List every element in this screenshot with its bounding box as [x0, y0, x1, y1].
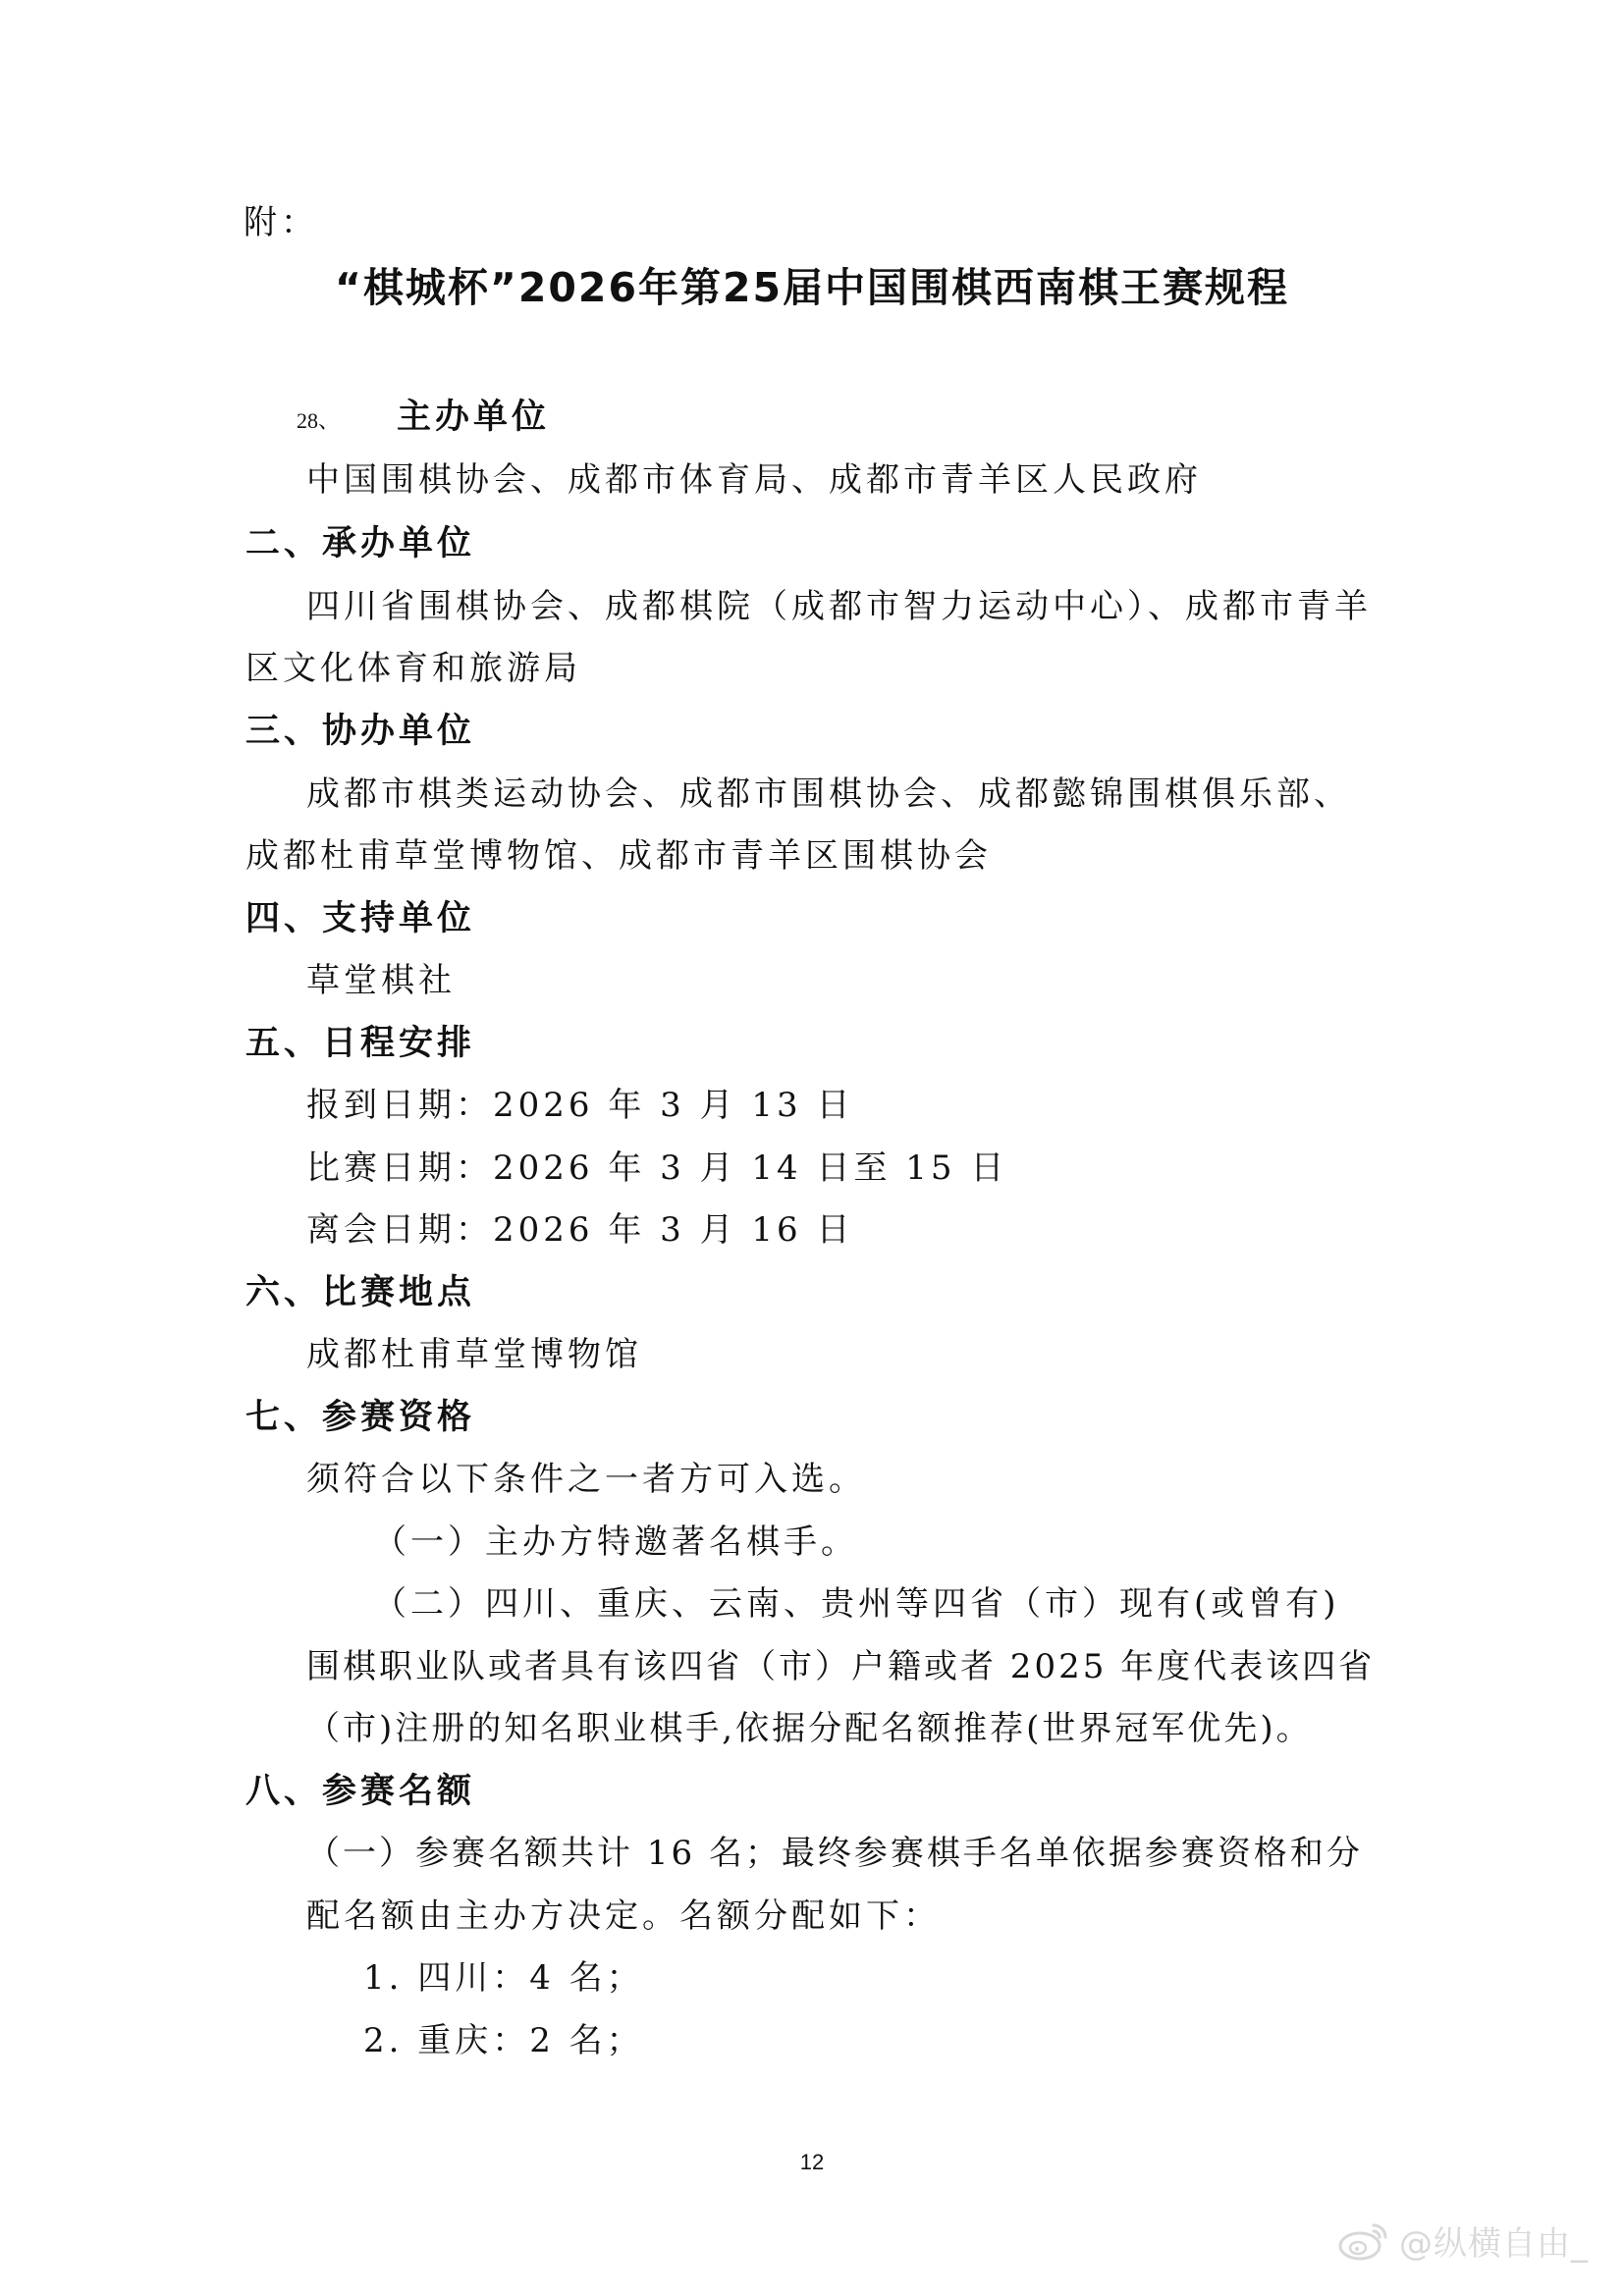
attachment-label: 附：: [244, 203, 318, 242]
section-3-line-1: 成都市棋类运动协会、成都市围棋协会、成都懿锦围棋俱乐部、: [306, 774, 1351, 814]
section-7-heading: 七、参赛资格: [245, 1398, 476, 1437]
section-5-line-3: 离会日期：2026 年 3 月 16 日: [306, 1210, 854, 1250]
section-2-heading: 二、承办单位: [245, 524, 476, 563]
watermark: [1336, 2216, 1589, 2265]
page-number: 12: [799, 2150, 825, 2174]
section-8-line-4: 2. 重庆：2 名；: [363, 2021, 644, 2060]
section-2-line-2: 区文化体育和旅游局: [245, 649, 581, 688]
watermark-text: @纵横自由_: [1399, 2224, 1589, 2264]
section-7-line-2: （一）主办方特邀著名棋手。: [373, 1522, 858, 1562]
section-5-heading: 五、日程安排: [245, 1024, 476, 1063]
section-7-line-1: 须符合以下条件之一者方可入选。: [306, 1460, 866, 1499]
section-5-line-2: 比赛日期：2026 年 3 月 14 日至 15 日: [306, 1148, 1008, 1188]
section-7-line-5: （市)注册的知名职业棋手,依据分配名额推荐(世界冠军优先)。: [306, 1709, 1313, 1748]
section-8-line-1: （一）参赛名额共计 16 名；最终参赛棋手名单依据参赛资格和分: [306, 1834, 1363, 1873]
section-3-line-2: 成都杜甫草堂博物馆、成都市青羊区围棋协会: [245, 836, 992, 876]
section-7-line-4: 围棋职业队或者具有该四省（市）户籍或者 2025 年度代表该四省: [306, 1647, 1376, 1686]
section-2-line-1: 四川省围棋协会、成都棋院（成都市智力运动中心）、成都市青羊: [306, 587, 1372, 626]
section-8-line-2: 配名额由主办方决定。名额分配如下：: [306, 1896, 941, 1936]
section-4-line-1: 草堂棋社: [306, 961, 456, 1000]
section-5-line-1: 报到日期：2026 年 3 月 13 日: [306, 1086, 854, 1125]
section-8-line-3: 1. 四川：4 名；: [363, 1958, 644, 1998]
section-1-line-1: 中国围棋协会、成都市体育局、成都市青羊区人民政府: [306, 460, 1202, 500]
section-3-heading: 三、协办单位: [245, 712, 476, 751]
section-7-line-3: （二）四川、重庆、云南、贵州等四省（市）现有(或曾有): [373, 1584, 1340, 1624]
section-1-number: 28、: [297, 408, 341, 433]
section-1-heading: 主办单位: [397, 398, 551, 437]
document-title: “棋城杯”2026年第25届中国围棋西南棋王赛规程: [334, 264, 1290, 311]
section-6-line-1: 成都杜甫草堂博物馆: [306, 1335, 642, 1374]
weibo-icon: [1336, 2219, 1389, 2263]
section-4-heading: 四、支持单位: [245, 899, 476, 938]
section-6-heading: 六、比赛地点: [245, 1273, 476, 1312]
section-8-heading: 八、参赛名额: [245, 1772, 476, 1811]
